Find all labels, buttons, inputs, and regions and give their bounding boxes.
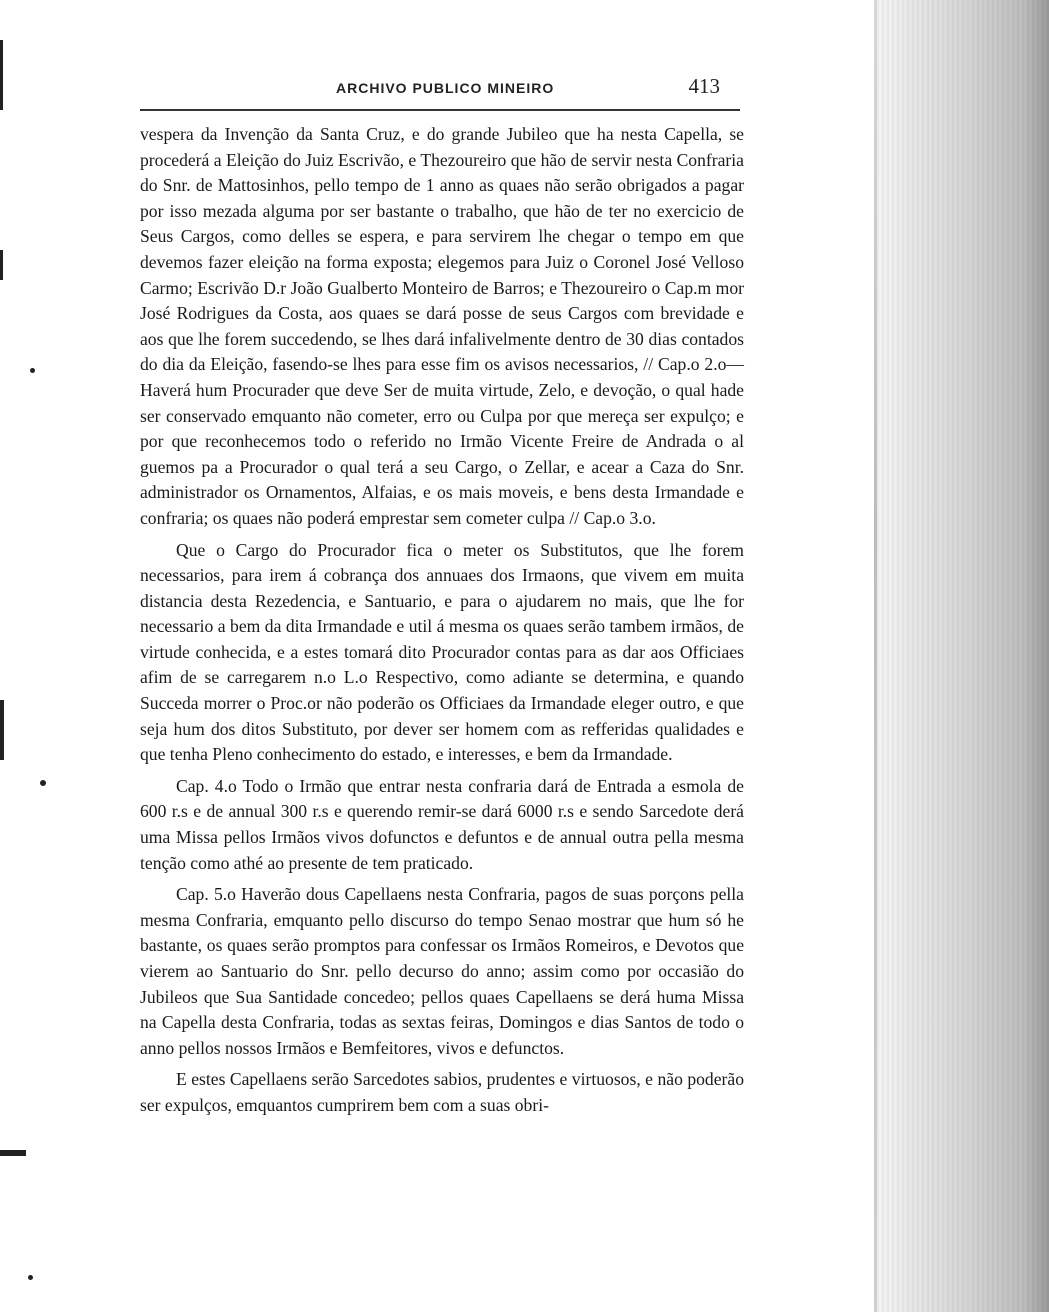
paragraph: E estes Capellaens serão Sarcedotes sabios, prudentes e virtuosos, e não poderão ser expulços, emquantos cumprirem bem com a suas obri- bbox=[140, 1069, 744, 1115]
left-margin-mark bbox=[0, 1150, 26, 1156]
book-edge-scan-margin bbox=[877, 0, 1049, 1312]
paragraph: Cap. 5.o Haverão dous Capellaens nesta Confraria, pagos de suas porçons pella mesma Confraria, emquanto pello discurso do tempo Senao mostrar que hum só he bastante, os quaes serão promptos para confessar os Irmãos Romeiros, e Devotos que vierem ao Santuario do Snr. pello decurso do anno; assim como por occasião do Jubileos que Sua Santidade concedeo; pellos quaes Capellaens se derá huma Missa na Capella desta Confraria, todas as sextas feiras, Domingos e dias Santos de todo o anno pellos nossos Irmãos e Bemfeitores, vivos e defunctos. bbox=[140, 884, 744, 1058]
page-number: 413 bbox=[688, 74, 720, 98]
paragraph: Que o Cargo do Procurador fica o meter os Substitutos, que lhe forem necessarios, para irem á cobrança dos annuaes dos Irmaons, que vivem em muita distancia desta Rezedencia, e Santuario, e para o ajudarem no mais, que lhe for necessario a bem da dita Irmandade e util á mesma os quaes serão tambem irmãos, de virtude conhecida, e a estes tomará dito Procurador contas para as dar aos Officiaes afim de se carregarem n.o L.o Respectivo, como adiante se determina, e quando Succeda morrer o Proc.or não poderão os Officiaes da Irmandade eleger outro, e que seja hum dos ditos Substituto, por dever ser homem com as refferidas qualidades e que tenha Pleno conhecimento do estado, e interesses, e bem da Irmandade. bbox=[140, 539, 744, 765]
left-margin-mark bbox=[0, 250, 3, 280]
ink-speck bbox=[40, 780, 46, 786]
ink-speck bbox=[30, 368, 35, 373]
ink-speck bbox=[28, 1275, 33, 1280]
paragraph: vespera da Invenção da Santa Cruz, e do grande Jubileo que ha nesta Capella, se procederá a Eleição do Juiz Escrivão, e Thezoureiro que hão de servir nesta Confraria do Snr. de Mattosinhos, pello tempo de 1 anno as quaes não serão obrigados a pagar por isso mezada alguma por ser bastante o trabalho, que hão de ter no exercicio de Seus Cargos, como delles se espera, e para servirem lhe chegar o tempo em que devemos fazer eleição na forma exposta; elegemos para Juiz o Coronel José Velloso Carmo; Escrivão D.r João Gualberto Monteiro de Barros; e Thezoureiro o Cap.m mor José Rodrigues da Costa, aos quaes se dará posse de seus Cargos com brevidade e aos que lhe forem succedendo, se lhes dará infalivelmente dentro de 30 dias contados do dia da Eleição, fasendo-se lhes para esse fim os avisos necessarios, // Cap.o 2.o—Haverá hum Procurader que deve Ser de muita virtude, Zelo, e devoção, o qual hade ser conservado emquanto não cometer, erro ou Culpa por que mereça ser expulço; e por que reconhecemos todo o referido no Irmão Vicente Freire de Andrada o al guemos pa a Procurador o qual terá a seu Cargo, o Zellar, e acear a Caza do Snr. administrador os Ornamentos, Alfaias, e os mais moveis, e bens desta Irmandade e confraria; os quaes não poderá emprestar sem cometer culpa // Cap.o 3.o. bbox=[140, 124, 744, 528]
page-header bbox=[140, 70, 740, 106]
left-margin-mark bbox=[0, 700, 4, 760]
paragraph: Cap. 4.o Todo o Irmão que entrar nesta confraria dará de Entrada a esmola de 600 r.s e de annual 300 r.s e querendo remir-se dará 6000 r.s e sendo Sarcedote derá uma Missa pellos Irmãos vivos dofunctos e defuntos e de annual outra pella mesma tenção como athé ao presente de tem praticado. bbox=[140, 775, 744, 873]
body-text bbox=[140, 122, 744, 1125]
header-rule bbox=[140, 109, 740, 111]
running-title: ARCHIVO PUBLICO MINEIRO bbox=[336, 80, 555, 96]
left-margin-mark bbox=[0, 40, 3, 110]
